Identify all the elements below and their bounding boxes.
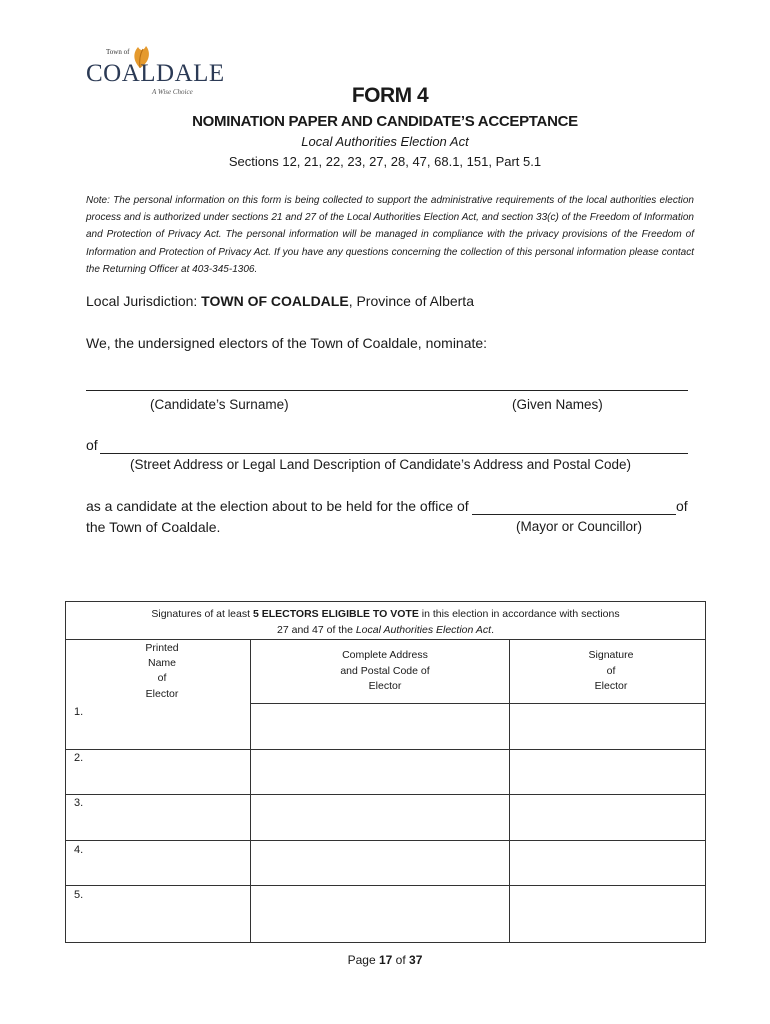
table-intro-prefix: Signatures of at least [151,608,253,620]
logo-name: COALDALE [86,60,225,87]
form-title: NOMINATION PAPER AND CANDIDATE’S ACCEPTANCE [192,113,578,130]
jurisdiction-line [86,293,474,309]
privacy-note: Note: The personal information on this form is being collected to support the administrative requirements of the local authorities election process and is authorized under sections 21 and 27 of the Local Authorities Election Act, and section 33(c) of the Freedom of Information and Protection of Privacy Act. The personal information will be managed in compliance with the privacy provisions of the Freedom of Information and Protection of Privacy Act. If you have any questions concerning the collection of this personal information please contact the Returning Officer at 403-345-1306. [86,195,694,275]
page-prefix: Page [347,953,379,967]
header-divider [66,639,705,640]
row-divider-1 [250,703,705,704]
row-number-2: 2. [74,752,84,764]
col3-line3: Elector [594,680,628,692]
row-divider-3 [66,794,705,795]
of-suffix: of [676,498,688,514]
town-logo [84,44,225,100]
col1-line4: Elector [145,687,179,700]
town-text: the Town of Coaldale. [86,519,221,535]
candidate-address-field[interactable] [100,453,688,454]
row-divider-2 [66,749,705,750]
row-number-5: 5. [74,889,84,901]
page-total: 37 [409,953,423,967]
row-number-3: 3. [74,797,84,809]
elector-signature-table [65,601,706,943]
candidate-office-text: as a candidate at the election about to be held for the office of [86,498,469,514]
col-divider-2 [509,639,510,942]
col1-line2: Name [147,657,176,670]
office-field[interactable] [472,514,676,515]
table-intro-mid: in this election in accordance with sections [418,608,620,620]
sections-line: Sections 12, 21, 22, 23, 27, 28, 47, 68.1, 151, Part 5.1 [228,154,542,169]
row-number-1: 1. [74,706,84,718]
surname-label: (Candidate’s Surname) [150,397,289,412]
table-intro-bold: 5 ELECTORS ELIGIBLE TO VOTE [252,608,419,620]
office-label: (Mayor or Councillor) [516,519,643,534]
table-intro-line2-suffix: . [491,623,494,636]
col-header-address [280,648,490,695]
table-intro-line2-prefix: 27 and 47 of the [277,623,356,636]
col3-line1: Signature [588,649,634,661]
nominate-line: We, the undersigned electors of the Town of Coaldale, nominate: [86,335,488,351]
given-names-label: (Given Names) [512,397,603,412]
page-current: 17 [378,953,393,967]
page-number [0,953,770,967]
of-label: of [86,437,98,453]
row-divider-4 [66,840,705,841]
col2-line1: Complete Address [342,649,428,661]
jurisdiction-prefix: Local Jurisdiction: [86,293,202,309]
col-header-printed-name [112,641,212,702]
col2-line3: Elector [368,680,402,692]
act-name: Local Authorities Election Act [301,134,469,149]
col-header-signature [546,648,676,695]
logo-town-of: Town of [106,48,130,56]
jurisdiction-name: TOWN OF COALDALE [201,293,349,309]
table-intro [66,607,705,638]
col2-line2: and Postal Code of [340,664,430,677]
col1-line3: of [157,672,167,685]
candidate-name-field[interactable] [86,390,688,391]
row-number-4: 4. [74,844,84,856]
form-number: FORM 4 [351,84,429,107]
table-intro-act: Local Authorities Election Act [355,623,492,636]
col-divider-1 [250,639,251,942]
address-label: (Street Address or Legal Land Description of Candidate’s Address and Postal Code) [130,457,632,472]
page-of: of [392,953,410,967]
jurisdiction-suffix: , Province of Alberta [348,293,474,309]
col1-line1: Printed [145,642,179,654]
row-divider-5 [66,885,705,886]
col3-line2: of [606,664,616,677]
logo-tagline: A Wise Choice [152,88,193,96]
